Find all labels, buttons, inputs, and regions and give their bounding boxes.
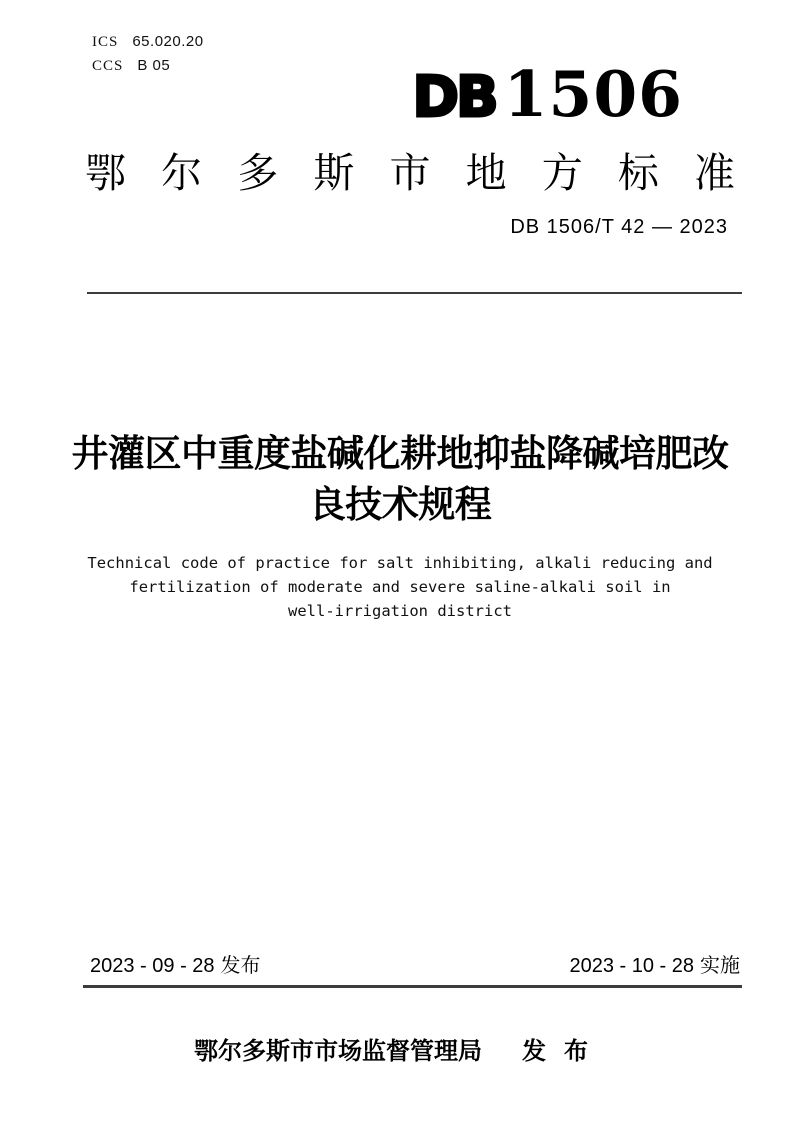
standard-type-title — [85, 150, 735, 196]
issue-date-suffix: 发布 — [220, 955, 261, 977]
document-subtitle-english — [40, 551, 760, 623]
standard-type-char: 鄂 — [85, 150, 126, 196]
publisher-row — [0, 1031, 800, 1066]
standard-type-char: 斯 — [313, 150, 355, 196]
standard-type-char: 方 — [541, 150, 583, 196]
publish-word: 发布 — [522, 1038, 606, 1065]
standard-type-char: 地 — [465, 150, 507, 196]
standard-type-char: 市 — [389, 150, 431, 196]
implement-date-item — [569, 949, 740, 978]
db-logo-number: 1506 — [503, 57, 683, 131]
issue-date: 2023 - 09 - 28 — [90, 955, 215, 977]
subtitle-line1: Technical code of practice for salt inhibiting, alkali reducing and — [87, 554, 713, 572]
document-title-line1: 井灌区中重度盐碱化耕地抑盐降碱培肥改 — [71, 433, 729, 474]
footer-divider-line — [83, 985, 742, 988]
ics-value: 65.020.20 — [132, 33, 204, 50]
implement-date: 2023 - 10 - 28 — [569, 955, 694, 977]
document-title-line2: 良技术规程 — [308, 484, 492, 525]
header-divider-line — [87, 292, 742, 294]
standard-number: DB 1506/T 42 — 2023 — [510, 216, 728, 238]
implement-date-suffix: 实施 — [700, 955, 740, 977]
ccs-value: B 05 — [137, 57, 171, 74]
standard-type-char: 尔 — [161, 150, 203, 196]
standard-type-char: 标 — [617, 150, 659, 196]
ccs-line — [92, 54, 204, 78]
footer-dates-row — [90, 949, 740, 978]
ccs-label: CCS — [92, 58, 124, 74]
db-standard-logo — [412, 57, 683, 131]
db-logo-prefix: DB — [412, 65, 496, 130]
subtitle-line2: fertilization of moderate and severe saline-alkali soil in — [129, 578, 671, 596]
standard-type-char: 多 — [237, 150, 279, 196]
publisher-name: 鄂尔多斯市市场监督管理局 — [194, 1038, 482, 1065]
ics-label: ICS — [92, 34, 119, 50]
issue-date-item — [90, 949, 261, 978]
subtitle-line3: well-irrigation district — [288, 602, 512, 620]
standard-type-char: 准 — [694, 150, 735, 196]
classification-block — [92, 30, 204, 78]
document-title — [40, 428, 760, 530]
ics-line — [92, 30, 204, 54]
